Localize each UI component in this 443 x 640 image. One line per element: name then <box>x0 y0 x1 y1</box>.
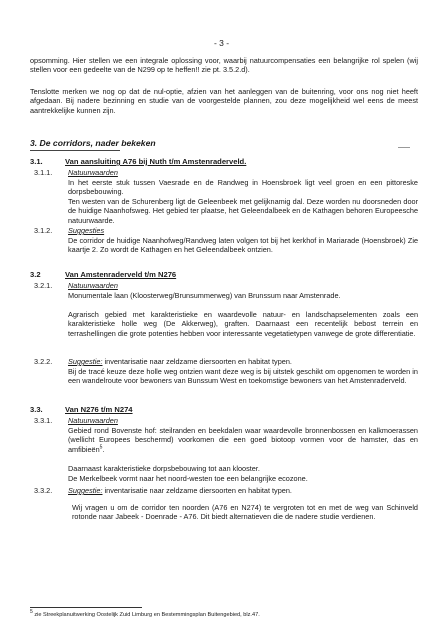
subsubsection-rest: inventarisatie naar zeldzame diersoorten en habitat typen. <box>102 486 292 495</box>
footnote <box>30 609 260 618</box>
subsection-3-2-2-heading <box>34 357 292 366</box>
subsection-3-1-1-heading <box>34 168 118 177</box>
closing-remark-paragraph: Tenslotte merken we nog op dat de nul-optie, afzien van het aanleggen van de buitenring, voor ons nog niet heeft afgedaan. Bij nadere bezinning en studie van de voorgestelde plannen, zou deze mogelijkheid wel eens de meest aantrekkelijke kunnen zijn. <box>30 87 418 115</box>
subsubsection-title: Suggesties <box>68 226 105 235</box>
subsection-title: Van N276 t/m N274 <box>65 405 133 414</box>
paragraph: Bij de tracé keuze deze holle weg ontzien want deze weg is bij uitstek geschikt om opgenomen te worden in een wandelroute voor bewoners van Bunssum West en toekomstige bewoners van het Amstenraderveld. <box>68 367 418 386</box>
paragraph <box>68 426 418 454</box>
subsection-3-3-heading <box>30 405 133 414</box>
subsubsection-number: 3.3.1. <box>34 416 53 425</box>
section-heading: 3. De corridors, nader bekeken <box>30 138 156 148</box>
footnote-text: zie Streekplanuitwerking Oostelijk Zuid Limburg en Bestemmingsplan Buitengebied, blz.47. <box>32 612 260 618</box>
subsection-number: 3.1. <box>30 157 43 166</box>
margin-mark <box>398 147 410 148</box>
paragraph: Agrarisch gebied met karakteristieke en waardevolle natuur- en landschapselementen zoals een karakteristieke holle weg (De Akkerweg), graften. Daarnaast een recentelijk bebost terrein en terrashellingen die grote potenties hebben voor interessante vegetatietypen vanwege de grote differentiatie. <box>68 310 418 338</box>
subsection-3-3-1-heading <box>34 416 118 425</box>
subsubsection-rest: inventarisatie naar zeldzame diersoorten en habitat typen. <box>102 357 292 366</box>
subsection-3-2-1-heading <box>34 281 118 290</box>
page-number: - 3 - <box>213 38 230 48</box>
paragraph: De corridor de huidige Naanhofweg/Randweg laten volgen tot bij het kerkhof in Mariarade (Hoensbroek) Zie kaartje 2. Zo wordt de Kathagen en het Geleendalbeek ontzien. <box>68 236 418 255</box>
subsubsection-title: Natuurwaarden <box>68 168 118 177</box>
subsection-title: Van Amstenraderveld t/m N276 <box>65 270 177 279</box>
paragraph: Daarnaast karakteristieke dorpsbebouwing tot aan klooster. <box>68 464 260 473</box>
paragraph-text-end: . <box>102 444 105 454</box>
footnote-reference: 5 <box>99 444 103 451</box>
subsection-3-3-2-heading <box>34 486 292 495</box>
subsubsection-number: 3.2.1. <box>34 281 53 290</box>
subsubsection-title: Suggestie: <box>68 486 103 495</box>
subsubsection-number: 3.3.2. <box>34 486 53 495</box>
footnote-separator <box>30 607 142 608</box>
subsection-number: 3.3. <box>30 405 43 414</box>
paragraph: In het eerste stuk tussen Vaesrade en de Randweg in Hoensbroek ligt veel groen en een pittoreske dorpsbebouwing. <box>68 178 418 197</box>
subsection-3-2-heading <box>30 270 176 279</box>
subsection-number: 3.2 <box>30 270 41 279</box>
subsection-title: Van aansluiting A76 bij Nuth t/m Amstenraderveld. <box>65 157 247 166</box>
subsubsection-title: Natuurwaarden <box>68 416 118 425</box>
paragraph: Wij vragen u om de corridor ten noorden (A76 en N274) te vergroten tot en met de weg van Schinveld rotonde naar Jabeek - Doenrade - A76. Dit biedt alternatieven die de nadere studie verdienen. <box>72 503 418 522</box>
footnote-number: 5 <box>30 609 33 616</box>
paragraph: Monumentale laan (Kloosterweg/Brunsummerweg) van Brunssum naar Amstenrade. <box>68 291 341 300</box>
subsubsection-number: 3.1.2. <box>34 226 53 235</box>
intro-paragraph: opsomming. Hier stellen we een integrale oplossing voor, waarbij natuurcompensaties een belangrijke rol spelen (wij stellen voor een gedeelte van de N299 op te heffen!! zie pt. 3.5.2.d). <box>30 56 418 75</box>
paragraph: De Merkelbeek vormt naar het noord-westen toe een belangrijke ecozone. <box>68 474 308 483</box>
subsubsection-title: Natuurwaarden <box>68 281 118 290</box>
subsubsection-number: 3.1.1. <box>34 168 53 177</box>
subsubsection-title: Suggestie: <box>68 357 103 366</box>
subsection-3-1-2-heading <box>34 226 104 235</box>
subsubsection-number: 3.2.2. <box>34 357 53 366</box>
subsection-3-1-heading <box>30 157 246 166</box>
section-underline <box>30 150 120 151</box>
paragraph-text: Gebied rond Bovenste hof: steilranden en beekdalen waar waardevolle bronnenbossen en kalkmoerassen (wellicht Europees beschermd) voorkomen die een goed biotoop vormen voor de hamster, das en amfibieën <box>68 426 418 454</box>
paragraph: Ten westen van de Schurenberg ligt de Geleenbeek met gelijknamig dal. Deze worden nu doorsneden door de huidige Naanhofsweg. Het gebied ter plaatse, het Geleendalbeek en de Kathagen behoren Europeesche natuurwaarde. <box>68 197 418 225</box>
